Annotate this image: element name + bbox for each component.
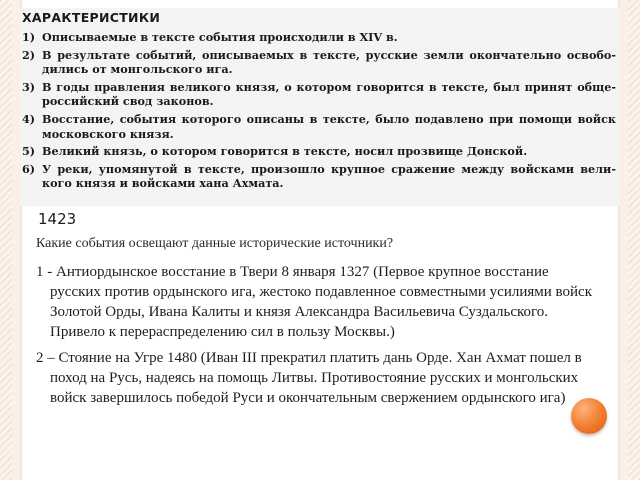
characteristic-item: [22, 80, 616, 109]
item-number: 6): [22, 161, 36, 176]
item-text: Великий князь, о котором говорится в тексте, носил прозвище Донской.: [42, 144, 528, 159]
characteristic-item: [22, 30, 616, 45]
scanned-characteristics-image: [20, 8, 620, 206]
year-label: 1423: [38, 210, 77, 228]
item-text: Восстание, события которого описаны в тексте, было подавлено при помощи войск московского князя.: [42, 111, 616, 141]
item-number: 4): [22, 111, 36, 126]
item-text: В годы правления великого князя, о котором говорится в тексте, был принят обще-российский свод законов.: [42, 79, 616, 109]
item-number: 1): [22, 30, 36, 44]
item-number: 2): [22, 47, 36, 62]
characteristic-item: [22, 162, 616, 191]
item-number: 5): [22, 144, 36, 159]
item-text: В результате событий, описываемых в тексте, русские земли окончательно освобо-дились от монгольского ига.: [42, 47, 616, 77]
characteristic-item: [22, 48, 616, 77]
characteristic-item: [22, 144, 616, 159]
slide-content: [36, 210, 596, 414]
question-text: Какие события освещают данные исторические источники?: [36, 236, 394, 251]
characteristics-header: ХАРАКТЕРИСТИКИ: [22, 10, 161, 25]
item-number: 3): [22, 79, 36, 94]
item-text: Описываемые в тексте события происходили в XIV в.: [42, 30, 398, 44]
answer-item: 1 - Антиордынское восстание в Твери 8 января 1327 (Первое крупное восстание русских против ордынского ига, жестоко подавленное совместными усилиями войск Золотой Орды, Ивана Калиты и князя Александра Васильевича Суздальского. Привело к перераспределению сил в пользу Москвы.): [36, 264, 592, 340]
characteristics-list: [22, 30, 616, 194]
answer-item: 2 – Стояние на Угре 1480 (Иван III прекратил платить дань Орде. Хан Ахмат пошел в поход на Русь, надеясь на помощь Литвы. Противостояние русских и монгольских войск завершилось победой Руси и окончательным свержением ордынского ига): [36, 350, 582, 406]
characteristic-item: [22, 112, 616, 141]
orange-orb-decoration: [571, 398, 607, 434]
item-text: У реки, упомянутой в тексте, произошло крупное сражение между войсками вели-кого князя и войсками хана Ахмата.: [42, 161, 616, 191]
